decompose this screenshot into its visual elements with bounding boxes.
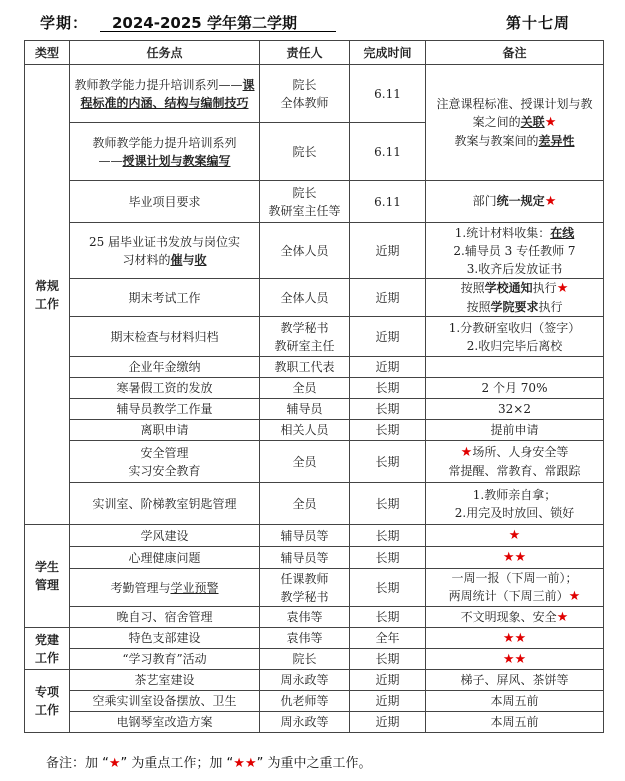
owner-cell: 院长 全体教师 (260, 65, 350, 123)
time-cell: 近期 (350, 223, 426, 279)
star-icon: ★ (556, 609, 569, 625)
table-row (25, 378, 604, 399)
table-row (25, 712, 604, 733)
task-cell: 寒暑假工资的发放 (70, 378, 260, 399)
table-row (25, 525, 604, 547)
task-cell: 特色支部建设 (70, 628, 260, 649)
table-row (25, 357, 604, 378)
time-cell: 近期 (350, 317, 426, 357)
note-cell: 不文明现象、安全★ (426, 607, 604, 628)
table-header-row (25, 41, 604, 65)
owner-cell: 全员 (260, 441, 350, 483)
category-special: 专项 工作 (25, 670, 70, 733)
footer-legend: 备注：加 “★” 为重点工作；加 “★★” 为重中之重工作。 (46, 756, 372, 771)
owner-cell: 全员 (260, 378, 350, 399)
task-cell: 茶艺室建设 (70, 670, 260, 691)
note-cell: 注意课程标准、授课计划与教案之间的关联★ 教案与教案间的差异性 (426, 65, 604, 181)
note-cell: 1.教师亲自拿； 2.用完及时放回、锁好 (426, 483, 604, 525)
task-cell: 教师教学能力提升培训系列——课程标准的内涵、结构与编制技巧 (70, 65, 260, 123)
time-cell: 6.11 (350, 123, 426, 181)
category-student: 学生 管理 (25, 525, 70, 628)
star-icon: ★ (544, 115, 557, 130)
time-cell: 长期 (350, 399, 426, 420)
task-table (24, 40, 604, 733)
category-party: 党建 工作 (25, 628, 70, 670)
task-cell: 辅导员教学工作量 (70, 399, 260, 420)
owner-cell: 相关人员 (260, 420, 350, 441)
owner-cell: 辅导员等 (260, 525, 350, 547)
note-cell (426, 547, 604, 569)
time-cell: 长期 (350, 547, 426, 569)
col-owner: 责任人 (260, 41, 350, 65)
task-cell: 学风建设 (70, 525, 260, 547)
time-cell: 全年 (350, 628, 426, 649)
owner-cell: 教学秘书 教研室主任 (260, 317, 350, 357)
table-row (25, 691, 604, 712)
task-cell: 晚自习、宿舍管理 (70, 607, 260, 628)
note-cell: 一周一报（下周一前）； 两周统计（下周三前）★ (426, 569, 604, 607)
note-cell: 梯子、屏风、茶饼等 (426, 670, 604, 691)
owner-cell: 全员 (260, 483, 350, 525)
time-cell: 长期 (350, 649, 426, 670)
owner-cell: 周永政等 (260, 670, 350, 691)
task-cell: 安全管理 实习安全教育 (70, 441, 260, 483)
task-cell: 教师教学能力提升培训系列——授课计划与教案编写 (70, 123, 260, 181)
table-row (25, 483, 604, 525)
col-note: 备注 (426, 41, 604, 65)
owner-cell: 仇老师等 (260, 691, 350, 712)
note-cell (426, 357, 604, 378)
star-icon: ★ (108, 756, 121, 771)
category-routine: 常规 工作 (25, 65, 70, 525)
table-row (25, 181, 604, 223)
owner-cell: 院长 (260, 649, 350, 670)
note-cell (426, 525, 604, 547)
star-icon: ★ (514, 651, 527, 667)
star-icon: ★ (233, 756, 245, 771)
table-row (25, 607, 604, 628)
time-cell: 近期 (350, 691, 426, 712)
note-cell (426, 649, 604, 670)
owner-cell: 辅导员等 (260, 547, 350, 569)
note-cell: 按照学校通知执行★ 按照学院要求执行 (426, 279, 604, 317)
table-row (25, 628, 604, 649)
note-cell: ★场所、人身安全等 常提醒、常教育、常跟踪 (426, 441, 604, 483)
note-cell: 32×2 (426, 399, 604, 420)
star-icon: ★ (544, 194, 557, 209)
task-cell: 心理健康问题 (70, 547, 260, 569)
semester-label: 学期： (40, 14, 89, 32)
table-row (25, 65, 604, 123)
owner-cell: 院长 (260, 123, 350, 181)
table-row (25, 649, 604, 670)
table-row (25, 420, 604, 441)
col-task: 任务点 (70, 41, 260, 65)
time-cell: 长期 (350, 483, 426, 525)
note-cell (426, 628, 604, 649)
star-icon: ★ (502, 550, 515, 565)
star-icon: ★ (502, 630, 515, 646)
task-cell: 考勤管理与学业预警 (70, 569, 260, 607)
task-cell: 企业年金缴纳 (70, 357, 260, 378)
col-type: 类型 (25, 41, 70, 65)
time-cell: 近期 (350, 357, 426, 378)
time-cell: 长期 (350, 420, 426, 441)
owner-cell: 周永政等 (260, 712, 350, 733)
note-cell: 本周五前 (426, 691, 604, 712)
task-cell: 实训室、阶梯教室钥匙管理 (70, 483, 260, 525)
time-cell: 6.11 (350, 65, 426, 123)
task-cell: 空乘实训室设备摆放、卫生 (70, 691, 260, 712)
owner-cell: 全体人员 (260, 279, 350, 317)
time-cell: 近期 (350, 712, 426, 733)
time-cell: 长期 (350, 525, 426, 547)
star-icon: ★ (502, 651, 515, 667)
star-icon: ★ (460, 445, 473, 460)
owner-cell: 辅导员 (260, 399, 350, 420)
table-row (25, 279, 604, 317)
task-cell: 毕业项目要求 (70, 181, 260, 223)
time-cell: 长期 (350, 569, 426, 607)
page-header (40, 12, 600, 34)
owner-cell: 任课教师 教学秘书 (260, 569, 350, 607)
star-icon: ★ (556, 281, 569, 296)
time-cell: 近期 (350, 670, 426, 691)
table-row (25, 223, 604, 279)
star-icon: ★ (508, 528, 521, 543)
task-cell: 期末检查与材料归档 (70, 317, 260, 357)
owner-cell: 全体人员 (260, 223, 350, 279)
note-cell: 部门统一规定★ (426, 181, 604, 223)
star-icon: ★ (514, 550, 527, 565)
table-row (25, 441, 604, 483)
task-cell: 期末考试工作 (70, 279, 260, 317)
note-cell: 2 个月 70% (426, 378, 604, 399)
table-row (25, 670, 604, 691)
time-cell: 长期 (350, 378, 426, 399)
owner-cell: 院长 教研室主任等 (260, 181, 350, 223)
table-row (25, 317, 604, 357)
table-row (25, 399, 604, 420)
note-cell: 提前申请 (426, 420, 604, 441)
semester-value: 2024-2025 学年第二学期 (100, 12, 336, 32)
owner-cell: 袁伟等 (260, 607, 350, 628)
note-cell: 1.统计材料收集：在线 2.辅导员 3 专任教师 7 3.收齐后发放证书 (426, 223, 604, 279)
star-icon: ★ (514, 630, 527, 646)
note-cell: 1.分教研室收归（签字） 2.收归完毕后离校 (426, 317, 604, 357)
owner-cell: 袁伟等 (260, 628, 350, 649)
task-cell: 电钢琴室改造方案 (70, 712, 260, 733)
time-cell: 长期 (350, 441, 426, 483)
task-cell: 离职申请 (70, 420, 260, 441)
time-cell: 长期 (350, 607, 426, 628)
star-icon: ★ (568, 589, 581, 604)
week-label: 第十七周 (505, 14, 570, 32)
owner-cell: 教职工代表 (260, 357, 350, 378)
note-cell: 本周五前 (426, 712, 604, 733)
time-cell: 近期 (350, 279, 426, 317)
table-row (25, 569, 604, 607)
time-cell: 6.11 (350, 181, 426, 223)
task-cell: “学习教育”活动 (70, 649, 260, 670)
col-time: 完成时间 (350, 41, 426, 65)
task-cell: 25 届毕业证书发放与岗位实习材料的催与收 (70, 223, 260, 279)
star-icon: ★ (244, 756, 257, 771)
table-row (25, 547, 604, 569)
